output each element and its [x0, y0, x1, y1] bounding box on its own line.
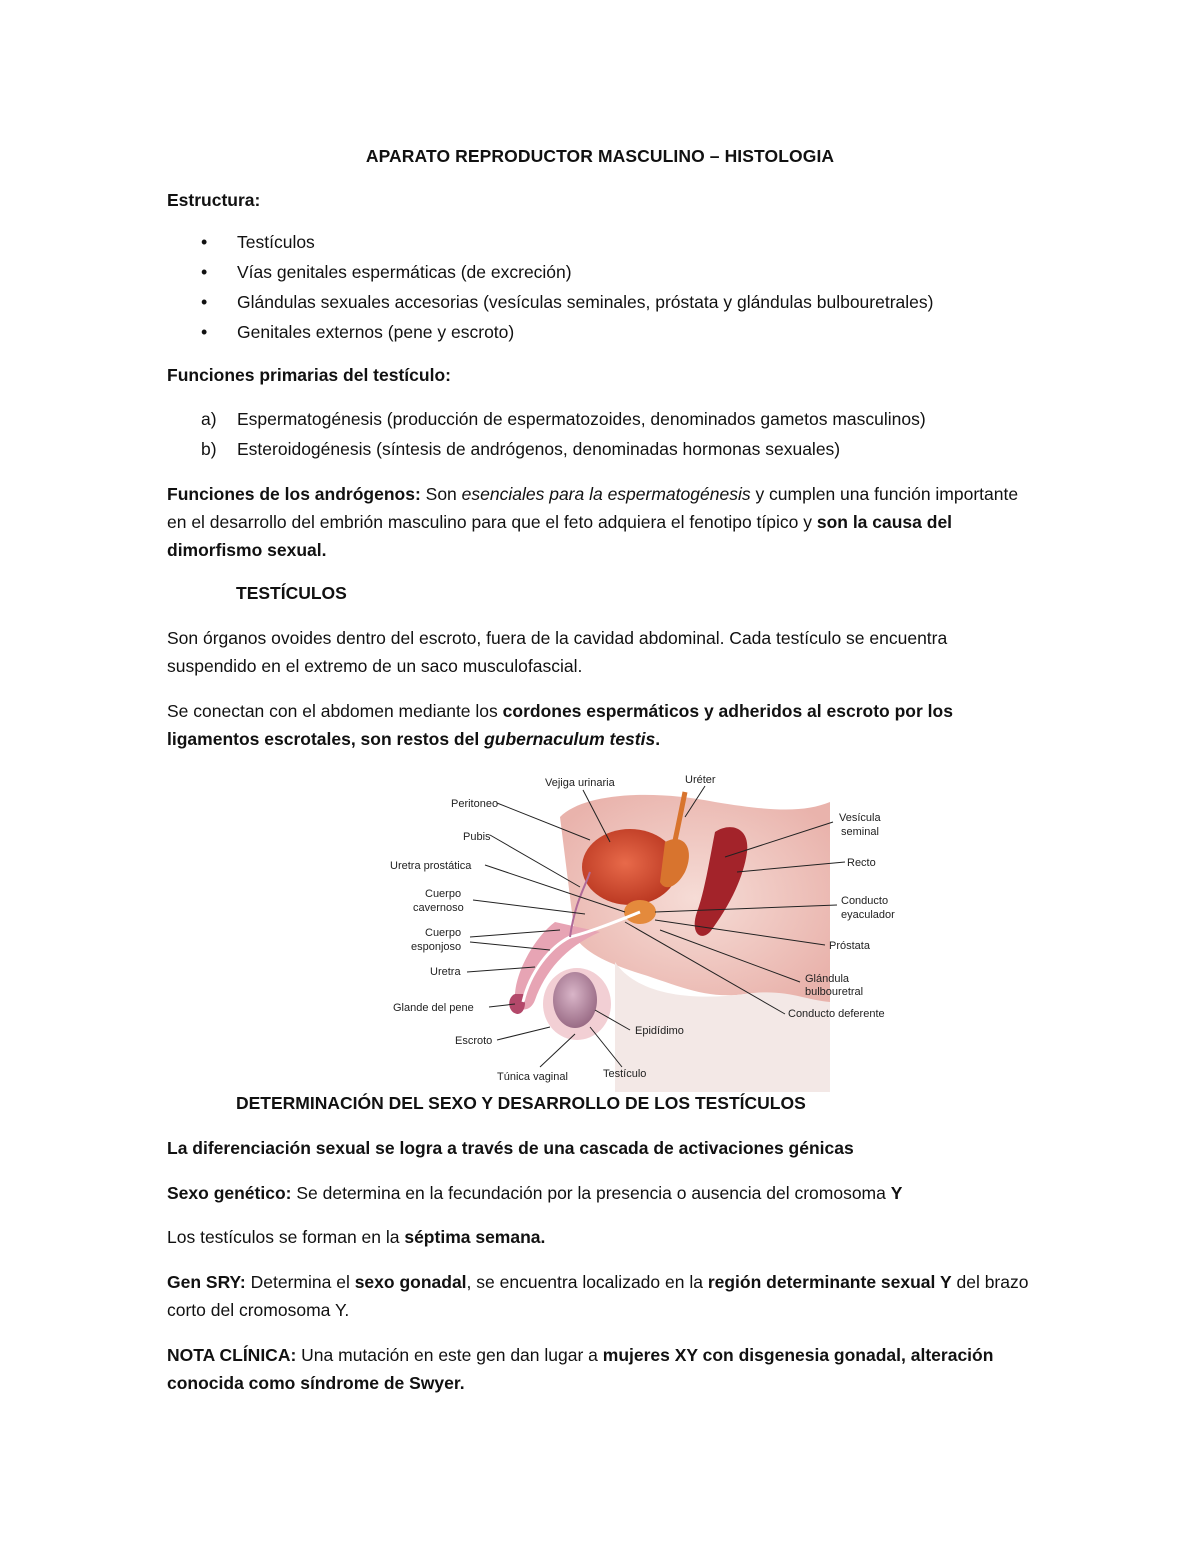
label-cuerpo-cavernoso-2: cavernoso [413, 902, 464, 914]
list-item: • Genitales externos (pene y escroto) [167, 319, 1037, 349]
septima-semana-paragraph: Los testículos se forman en la séptima semana. [167, 1227, 546, 1247]
label-recto: Recto [847, 857, 876, 869]
label-conducto-eyaculador-1: Conducto [841, 895, 889, 907]
label-glande-del-pene: Glande del pene [393, 1002, 474, 1014]
label-cuerpo-esponjoso-1: Cuerpo [425, 927, 462, 939]
testiculos-heading: TESTÍCULOS [236, 583, 347, 603]
label-cuerpo-esponjoso-2: esponjoso [411, 941, 462, 953]
label-ureter: Uréter [685, 774, 716, 786]
determinacion-heading: DETERMINACIÓN DEL SEXO Y DESARROLLO DE LOS TESTÍCULOS [236, 1093, 806, 1113]
list-item: • Vías genitales espermáticas (de excreción) [167, 259, 1037, 289]
list-item: • Testículos [167, 229, 1037, 259]
label-vejiga-urinaria: Vejiga urinaria [545, 777, 615, 789]
label-conducto-deferente: Conducto deferente [788, 1008, 885, 1020]
document-title: APARATO REPRODUCTOR MASCULINO – HISTOLOGIA [365, 146, 835, 166]
list-item: a) Espermatogénesis (producción de espermatozoides, denominados gametos masculinos) [201, 409, 926, 429]
label-peritoneo: Peritoneo [451, 798, 499, 810]
testiculos-paragraph-2: Se conectan con el abdomen mediante los cordones espermáticos y adheridos al escroto por los ligamentos escrotales, son restos del gubernaculum testis. [167, 701, 953, 749]
nota-clinica-paragraph: NOTA CLÍNICA: Una mutación en este gen dan lugar a mujeres XY con disgenesia gonadal, alteración conocida como síndrome de Swyer. [167, 1345, 994, 1393]
testiculos-paragraph-1: Son órganos ovoides dentro del escroto, fuera de la cavidad abdominal. Cada testículo se encuentra suspendido en el extremo de un saco musculofascial. [167, 628, 948, 676]
funciones-heading: Funciones primarias del testículo: [167, 365, 451, 385]
funciones-list [167, 406, 1037, 466]
label-vesicula-seminal-1: Vesícula [839, 812, 881, 824]
label-testiculo: Testículo [603, 1068, 647, 1080]
list-item: • Glándulas sexuales accesorias (vesículas seminales, próstata y glándulas bulbouretrales) [167, 289, 1037, 319]
estructura-heading: Estructura: [167, 190, 261, 210]
label-tunica-vaginal: Túnica vaginal [497, 1071, 568, 1083]
label-glandula-bulbouretral-1: Glándula [805, 973, 850, 985]
anatomy-figure [385, 772, 905, 1092]
label-epididimo: Epidídimo [635, 1025, 684, 1037]
label-glandula-bulbouretral-2: bulbouretral [805, 986, 864, 998]
label-escroto: Escroto [455, 1035, 493, 1047]
label-uretra: Uretra [430, 966, 461, 978]
label-conducto-eyaculador-2: eyaculador [841, 909, 895, 921]
male-reproductive-anatomy-illustration [385, 772, 905, 1092]
label-pubis: Pubis [463, 831, 491, 843]
estructura-list [167, 229, 1037, 349]
gen-sry-paragraph: Gen SRY: Determina el sexo gonadal, se encuentra localizado en la región determinante sexual Y del brazo corto del cromosoma Y. [167, 1272, 1029, 1320]
label-uretra-prostatica: Uretra prostática [390, 860, 472, 872]
cascada-paragraph: La diferenciación sexual se logra a través de una cascada de activaciones génicas [167, 1138, 854, 1158]
label-vesicula-seminal-2: seminal [841, 826, 879, 838]
list-item: b) Esteroidogénesis (síntesis de andrógenos, denominadas hormonas sexuales) [201, 439, 841, 459]
label-prostata: Próstata [829, 940, 870, 952]
sexo-genetico-paragraph: Sexo genético: Se determina en la fecundación por la presencia o ausencia del cromosoma Y [167, 1183, 903, 1203]
label-cuerpo-cavernoso-1: Cuerpo [425, 888, 462, 900]
androgenos-paragraph: Funciones de los andrógenos: Son esenciales para la espermatogénesis y cumplen una función importante en el desarrollo del embrión masculino para que el feto adquiera el fenotipo típico y son la causa del dimorfismo sexual. [167, 484, 1019, 560]
